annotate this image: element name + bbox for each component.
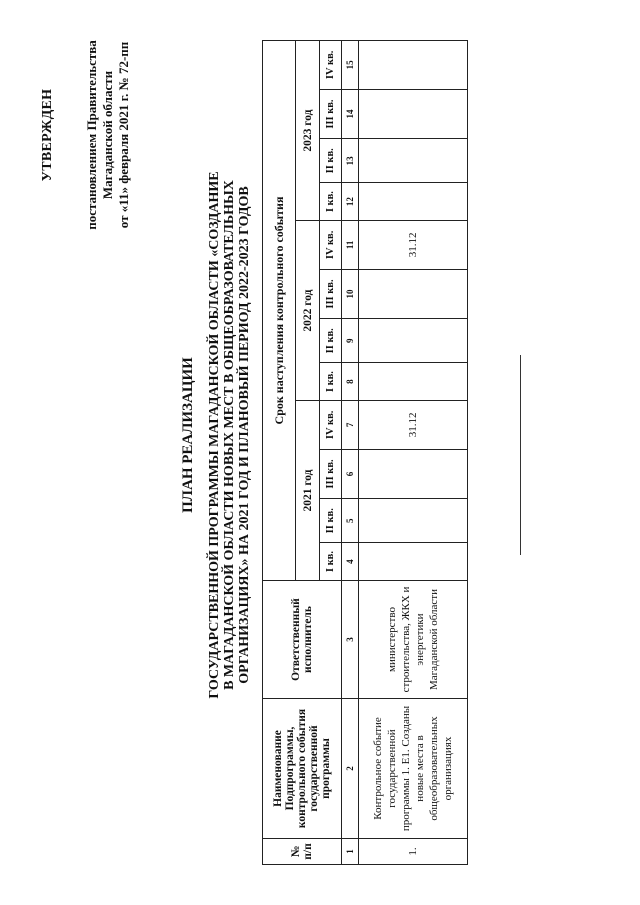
approval-stamp [40,5,132,265]
col-number: 9 [342,319,359,363]
header-year: 2021 год [296,401,320,581]
plan-title [180,115,252,755]
header-name: Наименование Подпрограммы, контрольного события государственной программы [263,699,342,839]
row-quarter-cell: 31.12 [359,221,468,270]
col-number: 11 [342,221,359,270]
header-quarter: IV кв. [320,41,342,90]
header-quarter: I кв. [320,363,342,401]
col-number: 13 [342,139,359,183]
header-quarter: II кв. [320,139,342,183]
col-number: 8 [342,363,359,401]
row-num: 1. [359,839,468,865]
approved-line: от «11» февраля 2021 г. № 72-пп [116,41,131,229]
col-number: 2 [342,699,359,839]
approved-line: постановлением Правительства [84,40,99,230]
row-event-name: Контрольное событие государственной программы 1. Е1. Созданы новые места в общеобразовательных организациях [359,699,468,839]
row-quarter-cell [359,449,468,499]
row-quarter-cell [359,319,468,363]
plan-table [262,40,468,865]
row-quarter-cell: 31.12 [359,401,468,450]
header-quarter: III кв. [320,89,342,139]
row-responsible: министерство строительства, ЖКХ и энергетики Магаданской области [359,581,468,699]
header-quarter: IV кв. [320,401,342,450]
plan-title-line: В МАГАДАНСКОЙ ОБЛАСТИ НОВЫХ МЕСТ В ОБЩЕОБРАЗОВАТЕЛЬНЫХ [222,180,237,690]
row-quarter-cell [359,183,468,221]
row-quarter-cell [359,363,468,401]
row-quarter-cell [359,499,468,543]
header-year: 2022 год [296,221,320,401]
col-number: 7 [342,401,359,450]
col-number: 6 [342,449,359,499]
table-row [359,41,468,865]
header-quarter: III кв. [320,269,342,319]
header-quarter: II кв. [320,499,342,543]
plan-title-line: ГОСУДАРСТВЕННОЙ ПРОГРАММЫ МАГАДАНСКОЙ ОБЛАСТИ «СОЗДАНИЕ [207,171,222,699]
approved-line: Магаданской области [100,70,115,200]
header-quarter: I кв. [320,543,342,581]
header-quarter: III кв. [320,449,342,499]
col-number: 10 [342,269,359,319]
row-quarter-cell [359,139,468,183]
plan-title-line: ОРГАНИЗАЦИЯХ» НА 2021 ГОД И ПЛАНОВЫЙ ПЕРИОД 2022-2023 ГОДОВ [237,186,252,684]
row-quarter-cell [359,269,468,319]
row-quarter-cell [359,41,468,90]
col-number: 1 [342,839,359,865]
col-number: 3 [342,581,359,699]
col-number: 5 [342,499,359,543]
row-quarter-cell [359,89,468,139]
closing-rule [520,355,521,555]
approved-title: УТВЕРЖДЕН [40,88,55,182]
col-number: 12 [342,183,359,221]
header-quarter: II кв. [320,319,342,363]
col-number: 14 [342,89,359,139]
plan-title-line: ПЛАН РЕАЛИЗАЦИИ [180,357,196,513]
col-number: 4 [342,543,359,581]
header-year: 2023 год [296,41,320,221]
header-quarter: I кв. [320,183,342,221]
header-deadline: Срок наступления контрольного события [263,41,296,581]
col-number: 15 [342,41,359,90]
header-responsible: Ответственный исполнитель [263,581,342,699]
header-num: № п/п [263,839,342,865]
header-quarter: IV кв. [320,221,342,270]
row-quarter-cell [359,543,468,581]
